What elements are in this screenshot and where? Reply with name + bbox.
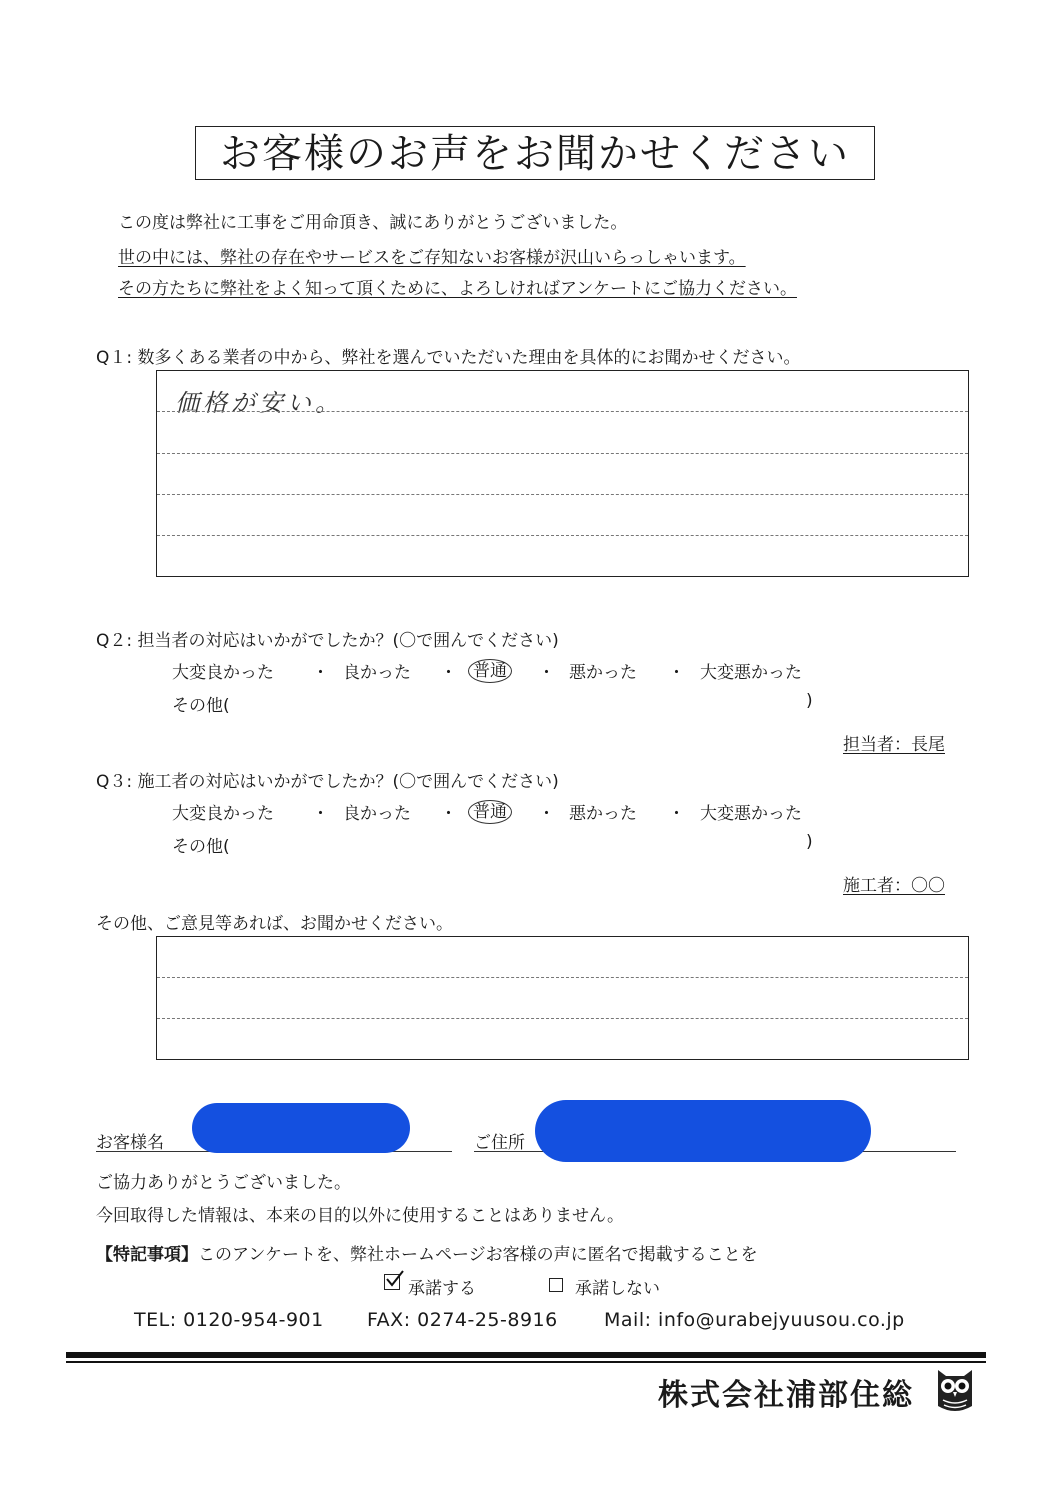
separator-dot: ・ xyxy=(312,663,329,683)
q3-option-5[interactable]: 大変悪かった xyxy=(700,804,802,824)
q2-staff: 担当者：長尾 xyxy=(843,735,945,755)
redacted-address xyxy=(535,1100,871,1162)
contact-tel: TEL: 0120-954-901 xyxy=(134,1309,324,1331)
q1-label: Q１: 数多くある業者の中から、弊社を選んでいただいた理由を具体的にお聞かせください。 xyxy=(96,348,801,368)
dashed-line xyxy=(157,977,968,978)
divider-thin xyxy=(66,1361,986,1363)
q3-other-open[interactable]: その他( xyxy=(172,837,230,857)
q2-option-5[interactable]: 大変悪かった xyxy=(700,663,802,683)
q2-option-2[interactable]: 良かった xyxy=(343,663,411,683)
intro-line-3: その方たちに弊社をよく知って頂くために、よろしければアンケートにご協力ください。 xyxy=(118,279,797,299)
opinion-label: その他、ご意見等あれば、お聞かせください。 xyxy=(96,914,453,934)
consent-yes-label[interactable]: 承諾する xyxy=(408,1279,476,1299)
consent-yes-checkbox[interactable] xyxy=(384,1274,400,1290)
q2-option-3-selected[interactable] xyxy=(468,656,512,681)
owl-icon xyxy=(934,1366,976,1414)
separator-dot: ・ xyxy=(668,804,685,824)
separator-dot: ・ xyxy=(312,804,329,824)
thanks-text: ご協力ありがとうございました。 xyxy=(96,1173,351,1193)
dashed-line xyxy=(157,535,968,536)
contact-fax: FAX: 0274-25-8916 xyxy=(367,1309,558,1331)
customer-name-label: お客様名 xyxy=(96,1133,164,1153)
q3-option-4[interactable]: 悪かった xyxy=(569,804,637,824)
divider-thick xyxy=(66,1352,986,1358)
separator-dot: ・ xyxy=(538,804,555,824)
q3-other-close: ) xyxy=(806,832,813,852)
separator-dot: ・ xyxy=(440,804,457,824)
q2-label: Q２: 担当者の対応はいかがでしたか？(〇で囲んでください) xyxy=(96,631,559,651)
dashed-line xyxy=(157,411,968,412)
dashed-line xyxy=(157,453,968,454)
selected-circle: 普通 xyxy=(468,659,512,683)
consent-no-checkbox[interactable] xyxy=(549,1278,563,1292)
q3-option-2[interactable]: 良かった xyxy=(343,804,411,824)
special-label: 【特記事項】 xyxy=(96,1245,198,1265)
address-label: ご住所 xyxy=(474,1133,525,1153)
q2-other-open[interactable]: その他( xyxy=(172,696,230,716)
check-icon xyxy=(385,1270,405,1290)
consent-no-label[interactable]: 承諾しない xyxy=(575,1279,660,1299)
company-name: 株式会社浦部住総 xyxy=(658,1378,914,1413)
contact-mail[interactable]: Mail: info@urabejyuusou.co.jp xyxy=(604,1309,905,1331)
q2-option-4[interactable]: 悪かった xyxy=(569,663,637,683)
special-note xyxy=(96,1240,758,1265)
redacted-name xyxy=(192,1103,410,1153)
q2-other-close: ) xyxy=(806,691,813,711)
page-title: お客様のお声をお聞かせください xyxy=(195,126,875,180)
q2-option-1[interactable]: 大変良かった xyxy=(172,663,274,683)
separator-dot: ・ xyxy=(538,663,555,683)
q1-answer-box[interactable] xyxy=(156,370,969,577)
intro-line-1: この度は弊社に工事をご用命頂き、誠にありがとうございました。 xyxy=(118,213,628,233)
q3-label: Q３: 施工者の対応はいかがでしたか？(〇で囲んでください) xyxy=(96,772,559,792)
q3-option-3-selected[interactable] xyxy=(468,797,512,822)
opinion-box[interactable] xyxy=(156,936,969,1060)
dashed-line xyxy=(157,494,968,495)
privacy-text: 今回取得した情報は、本来の目的以外に使用することはありません。 xyxy=(96,1206,625,1226)
dashed-line xyxy=(157,1018,968,1019)
separator-dot: ・ xyxy=(440,663,457,683)
special-text: このアンケートを、弊社ホームページお客様の声に匿名で掲載することを xyxy=(198,1245,758,1265)
separator-dot: ・ xyxy=(668,663,685,683)
selected-circle: 普通 xyxy=(468,800,512,824)
q1-answer: 価格が安い。 xyxy=(175,389,343,417)
intro-line-2: 世の中には、弊社の存在やサービスをご存知ないお客様が沢山いらっしゃいます。 xyxy=(118,248,746,268)
q3-staff: 施工者：〇〇 xyxy=(843,876,945,896)
q3-option-1[interactable]: 大変良かった xyxy=(172,804,274,824)
